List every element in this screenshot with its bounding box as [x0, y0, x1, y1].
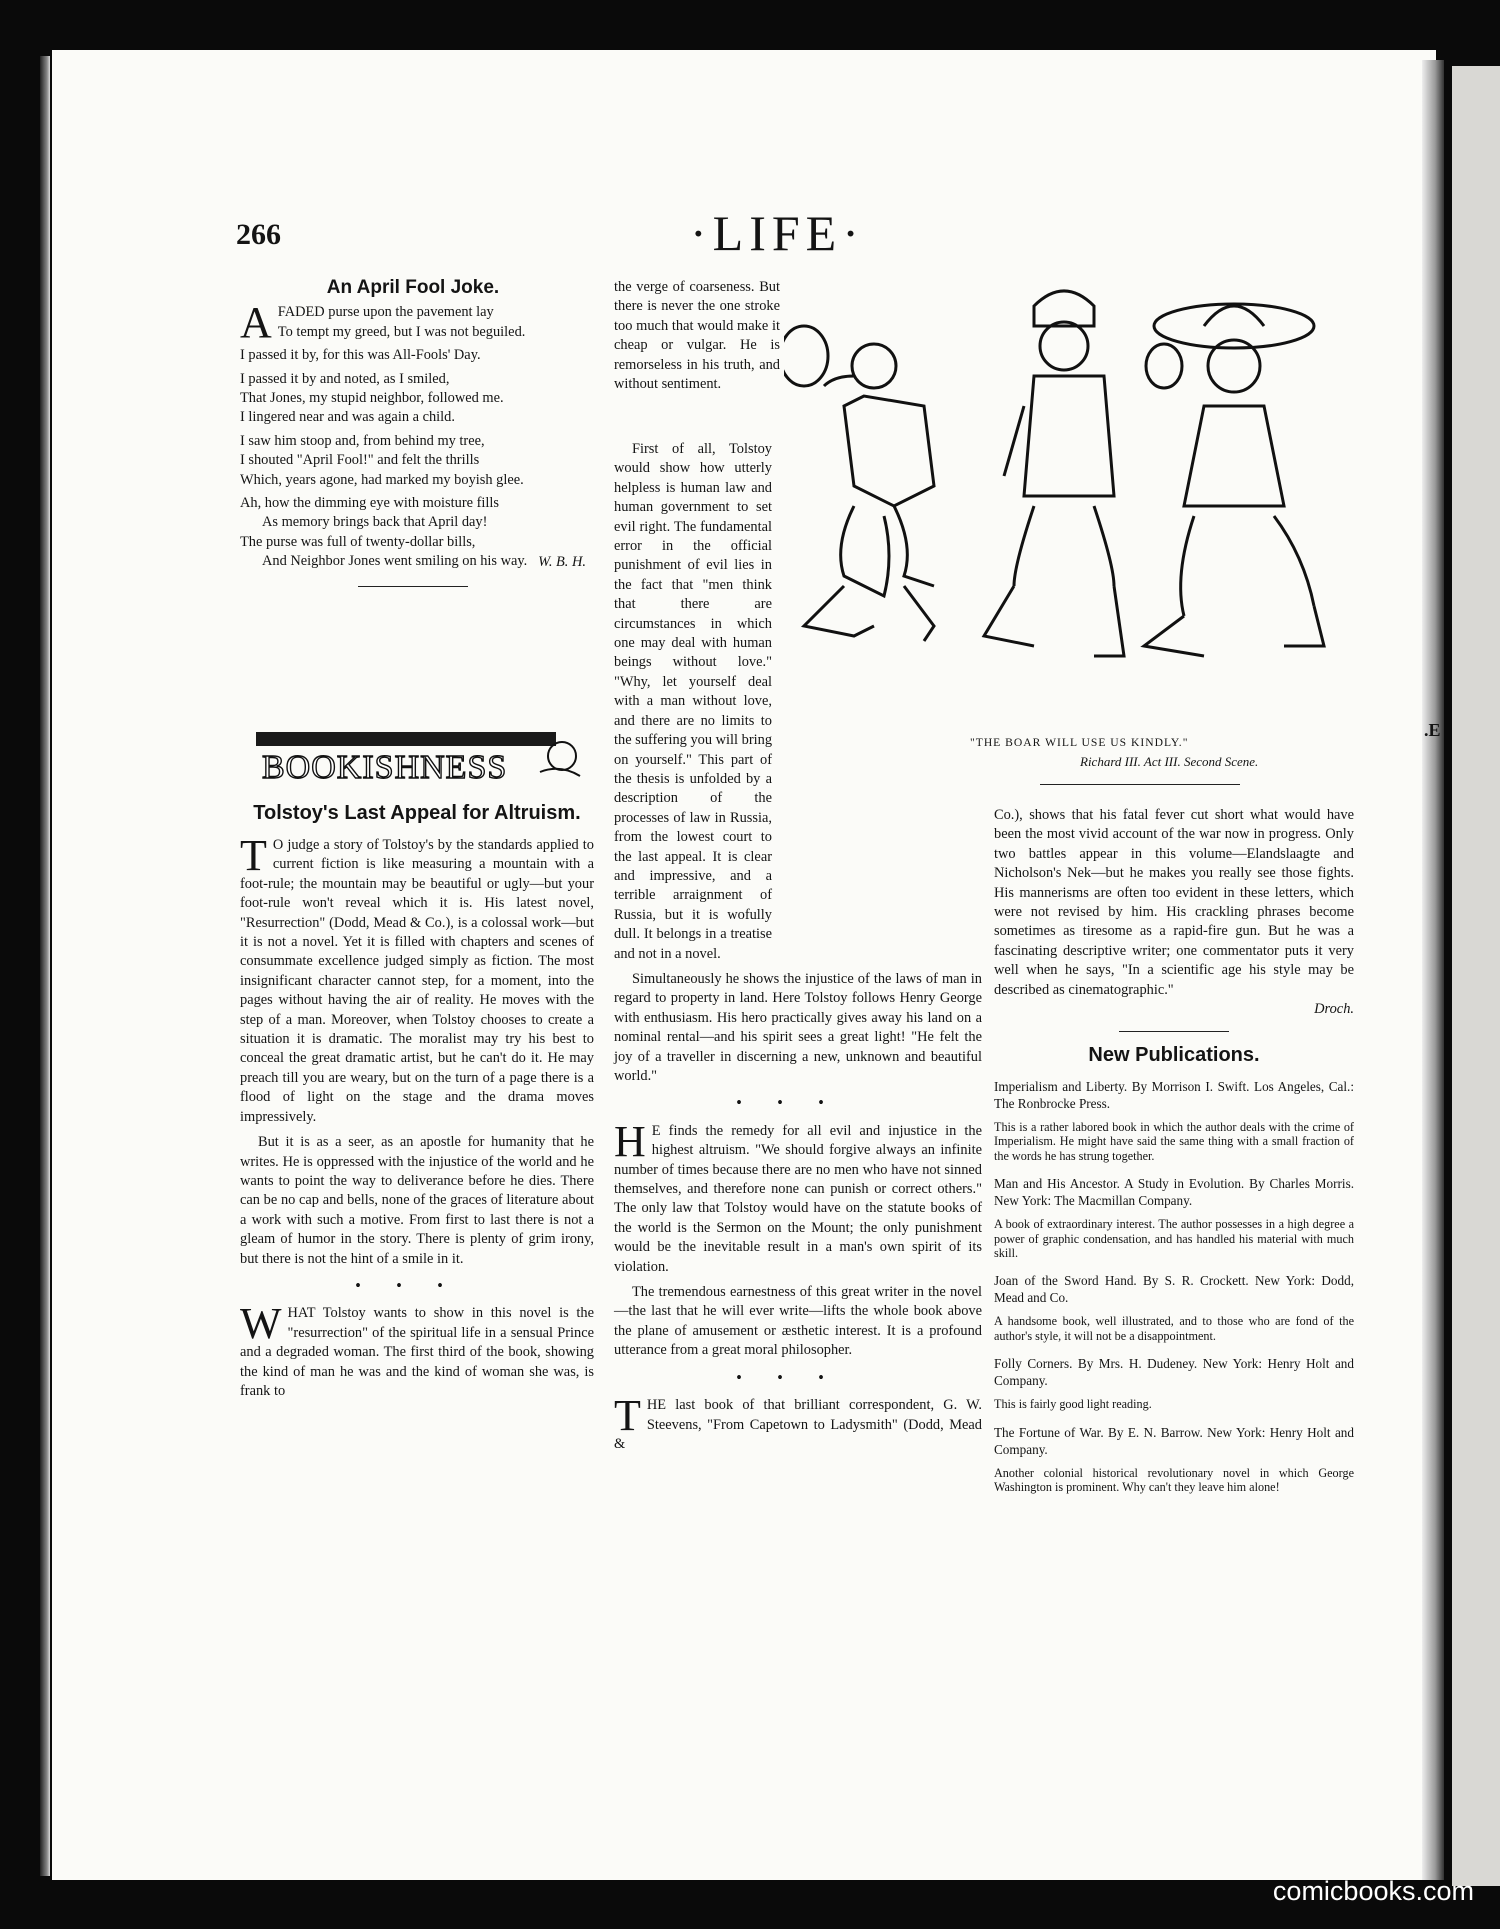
article-paragraph: HE last book of that brilliant correspondent, G. W. Steevens, "From Capetown to Ladysmith" (Dodd, Mead &	[614, 1397, 982, 1452]
margin-mark: .E	[1424, 720, 1441, 740]
article-column-1	[240, 800, 594, 1407]
caption-rule	[1040, 784, 1240, 785]
poem-line: Which, years agone, had marked my boyish glee.	[240, 471, 524, 488]
poem-line: I lingered near and was again a child.	[240, 409, 455, 426]
article-paragraph: Simultaneously he shows the injustice of the laws of man in regard to property in land. Here Tolstoy follows Henry George with enthusiasm. His hero practically gives away his land on a nominal rental—and his spirit sees a great light! "He felt the joy of a traveller in discerning a new, unknown and beautiful world."	[614, 970, 982, 1084]
article-dropcap: T	[614, 1391, 641, 1441]
poem-line: To tempt my greed, but I was not beguiled.	[277, 323, 526, 340]
poem-line: That Jones, my stupid neighbor, followed me.	[240, 390, 504, 407]
article-paragraph: The tremendous earnestness of this great writer in the novel—the last that he will ever write—lifts the whole book above the plane of amusement or æsthetic interest. It is a profound utterance from a great moral philosopher.	[614, 1284, 982, 1359]
publication-heading: The Fortune of War. By E. N. Barrow. New York: Henry Holt and Company.	[994, 1424, 1354, 1457]
poem-title: An April Fool Joke.	[326, 277, 500, 298]
article-paragraph: First of all, Tolstoy would show how utterly helpless is human law and human government to set evil right. The fundamental error in the official punishment of evil lies in the fact that "men think that there are circumstances in which one may deal with human beings without love." "Why, let yourself deal with a man without love, and there are no limits to the suffering you will bring on yourself." This part of the thesis is unfolded by a description of the processes of law in Russia, from the lowest court to the last appeal. It is clear and impressive, and a terrible arraignment of Russia, but it is wofully dull. It belongs in a treatise and not in a novel.	[614, 441, 773, 962]
binding-gutter-right	[1422, 60, 1444, 1880]
publication-heading: Imperialism and Liberty. By Morrison I. Swift. Los Angeles, Cal.: The Ronbrocke Press.	[994, 1078, 1354, 1111]
article-paragraph: HAT Tolstoy wants to show in this novel is the "resurrection" of the spiritual life in a sensual Prince and a degraded woman. The first third of the book, showing the kind of man he was and the kind of woman she was, is frank to	[240, 1305, 594, 1399]
article-column-3	[994, 806, 1354, 1506]
poem-line: The purse was full of twenty-dollar bills,	[240, 533, 476, 550]
poem-line: I passed it by and noted, as I smiled,	[240, 370, 450, 387]
publication-heading: Joan of the Sword Hand. By S. R. Crockett. New York: Dodd, Mead and Co.	[994, 1273, 1354, 1306]
bookishness-banner	[250, 728, 590, 792]
article-column-2	[614, 440, 982, 1460]
publication-description: This is a rather labored book in which the author deals with the crime of Imperialism. He might have said the same thing with a small fraction of the words he has strung together.	[994, 1119, 1354, 1163]
article-dropcap: H	[614, 1116, 646, 1166]
poem-line: And Neighbor Jones went smiling on his way.	[262, 553, 528, 570]
publication-heading: Folly Corners. By Mrs. H. Dudeney. New York: Henry Holt and Company.	[994, 1356, 1354, 1389]
page-number: 266	[236, 218, 281, 251]
poem-dropcap: A	[240, 298, 272, 348]
poem-line: Ah, how the dimming eye with moisture fills	[240, 495, 500, 512]
article-dropcap: W	[240, 1299, 282, 1349]
poem-line: I shouted "April Fool!" and felt the thrills	[240, 452, 480, 469]
poem-line: I saw him stoop and, from behind my tree,	[240, 432, 485, 449]
cherub-wing-icon	[540, 769, 580, 776]
publication-description: This is fairly good light reading.	[994, 1397, 1152, 1412]
banner-text: BOOKISHNESS	[262, 749, 508, 786]
article-paragraph: Co.), shows that his fatal fever cut short what would have been the most vivid account of the war now in progress. Only two battles appear in this volume—Elandslaagte and Nicholson's Nek—but he makes you really see those fights. His mannerisms are often too evident in these letters, which were not revised by him. His crackling phrases become sometimes as tiresome as a rapid-fire gun. But he was a fascinating descriptive writer; one commentator puts it very well when he says, "In a scientific age his style may be described as cinematographic."	[994, 807, 1354, 998]
site-watermark: comicbooks.com	[1272, 1876, 1474, 1906]
poem-line: I passed it by, for this was All-Fools' Day.	[240, 347, 481, 364]
article-paragraph: O judge a story of Tolstoy's by the standards applied to current fiction is like measuring a mountain with a foot-rule; the mountain may be beautiful or ugly—but your foot-rule won't reveal which it is. His latest novel, "Resurrection" (Dodd, Mead & Co.), is a colossal work—but it is not a novel. Yet it is filled with chapters and scenes of consummate excellence judged simply as fiction. The most insignificant character cannot step, for a moment, into the pages without having the air of reality. He moves with the step of a man. Moreover, when Tolstoy chooses to create a situation it is dramatic. The moralist may try his best to conceal the great dramatic artist, but he can't do it. He may preach till you are weary, but on the turn of a page there is a flood of light on the stage and the drama moves impressively.	[240, 837, 594, 1125]
divider	[1119, 1031, 1229, 1032]
poem-line: As memory brings back that April day!	[262, 514, 488, 531]
illustration-caption: "THE BOAR WILL USE US KINDLY."	[970, 736, 1189, 749]
section-stars: •••	[355, 1277, 479, 1294]
article-paragraph: But it is as a seer, as an apostle for humanity that he writes. He is oppressed with the injustice of the world and he wants to point the way to deliverance before he dies. There can be no cap and bells, none of the graces of literature about a work with such a motive. From first to last there is not a gleam of humor in the story. There is plenty of grim irony, but there is not the hint of a smile in it.	[240, 1134, 594, 1267]
soldier-figure	[984, 291, 1124, 656]
soldier-figure	[1144, 304, 1324, 656]
poem-section	[240, 278, 586, 587]
cherub-icon	[548, 742, 576, 770]
divider	[358, 586, 468, 587]
illustration-source: Richard III. Act III. Second Scene.	[1080, 754, 1259, 769]
new-publications-title: New Publications.	[1088, 1044, 1260, 1067]
poem-body	[240, 298, 586, 572]
binding-gutter-left	[40, 56, 50, 1876]
publication-description: Another colonial historical revolutionary novel in which George Washington is prominent. Why can't they leave him alone!	[994, 1465, 1354, 1494]
masthead: ·LIFE·	[690, 205, 865, 261]
article-dropcap: T	[240, 831, 267, 880]
article-column-2-top	[614, 278, 780, 400]
publication-description: A book of extraordinary interest. The author possesses in a high degree a power of graphic condensation, and has handled his material with much skill.	[994, 1217, 1354, 1260]
poem-signature: W. B. H.	[538, 553, 586, 570]
article-signature: Droch.	[1314, 1001, 1354, 1018]
article-paragraph: E finds the remedy for all evil and injustice in the highest altruism. "We should forgive always an infinite number of times because there are no men who have not sinned themselves, and therefore none can punish or correct others." The only law that Tolstoy would have on the statute books of the world is the Sermon on the Mount; the only punishment would be the inevitable result in a man's own spirit of its violation.	[614, 1122, 982, 1275]
article-title: Tolstoy's Last Appeal for Altruism.	[253, 802, 581, 824]
article-paragraph: the verge of coarseness. But there is never the one stroke too much that would make it cheap or vulgar. He is remorseless in his truth, and without sentiment.	[614, 279, 780, 393]
section-stars: •••	[736, 1369, 860, 1386]
publication-heading: Man and His Ancestor. A Study in Evolution. By Charles Morris. New York: The Macmillan Company.	[994, 1176, 1354, 1209]
banner-bar	[256, 732, 556, 746]
poem-line: FADED purse upon the pavement lay	[277, 304, 494, 321]
next-page-edge	[1452, 66, 1500, 1886]
publication-description: A handsome book, well illustrated, and to those who are fond of the author's style, it will not be a disappointment.	[994, 1314, 1354, 1343]
publications-list	[994, 1078, 1354, 1494]
section-stars: •••	[736, 1095, 860, 1112]
